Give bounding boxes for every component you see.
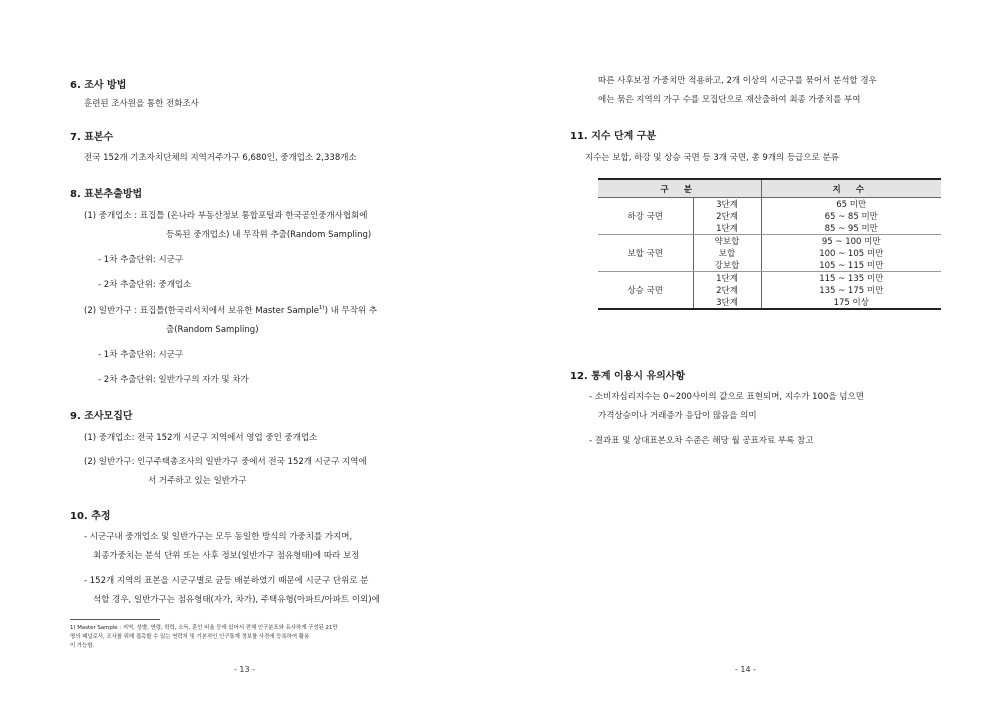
phase-cell: 보합 국면	[598, 235, 693, 272]
stage-cell: 강보합	[693, 259, 761, 272]
range-cell: 115 ~ 135 미만	[761, 272, 941, 285]
section-8-item1-line2: 등록된 중개업소) 내 무작위 추출(Random Sampling)	[166, 230, 372, 240]
section-8-item2-line1	[84, 304, 377, 316]
section-10-bullet2-line1: - 152개 지역의 표본을 시군구별로 균등 배분하였기 때문에 시군구 단위로 분	[84, 576, 369, 586]
range-cell: 135 ~ 175 미만	[761, 284, 941, 296]
section-11-body: 지수는 보합, 하강 및 상승 국면 등 3개 국면, 총 9개의 등급으로 분류	[585, 153, 839, 163]
section-8-item1-sub2: - 2차 추출단위: 중개업소	[98, 280, 192, 290]
section-10-bullet1-line2: 최종가중치는 분석 단위 또는 사후 정보(일반가구 점유형태)에 따라 보정	[93, 551, 360, 561]
section-8-item2-sub2: - 2차 추출단위: 일반가구의 자가 및 차가	[98, 375, 249, 385]
stage-cell: 약보합	[693, 235, 761, 248]
section-8-item2-text: (2) 일반가구 : 표집틀(한국리서치에서 보유한 Master Sample	[84, 306, 319, 316]
footnote-line2: 명의 패널로서, 조사를 위해 접촉할 수 있는 연락처 및 기본적인 인구통계 정보를 사전에 등록하여 활용	[70, 634, 310, 640]
section-10-bullet2-line2: 석할 경우, 일반가구는 점유형태(자가, 차가), 주택유형(아파트/아파트 이외)에	[93, 595, 380, 605]
range-cell: 100 ~ 105 미만	[761, 247, 941, 259]
section-11-title: 11. 지수 단계 구분	[570, 131, 657, 142]
footnote-line1: 1) Master Sample : 지역, 성별, 연령, 학력, 소득, 혼인 비율 등에 있어서 전체 인구분포와 유사하게 구성된 21만	[70, 625, 338, 631]
table-header-index: 지 수	[761, 179, 941, 198]
section-8-title: 8. 표본추출방법	[70, 189, 143, 200]
footnote-line3: 이 가능함.	[70, 643, 95, 649]
section-9-item1: (1) 중개업소: 전국 152개 시군구 지역에서 영업 중인 중개업소	[84, 433, 318, 443]
section-9-item2-line2: 서 거주하고 있는 일반가구	[148, 476, 247, 486]
section-6-body: 훈련된 조사원을 통한 전화조사	[84, 99, 199, 109]
stage-cell: 보합	[693, 247, 761, 259]
stage-cell: 3단계	[693, 198, 761, 211]
section-12-title: 12. 통계 이용시 유의사항	[570, 371, 686, 382]
page-number-left: - 13 -	[234, 665, 256, 674]
range-cell: 65 ~ 85 미만	[761, 210, 941, 222]
stage-cell: 2단계	[693, 210, 761, 222]
continued-line1: 따른 사후보정 가중치만 적용하고, 2개 이상의 시군구를 묶어서 분석할 경우	[598, 76, 877, 86]
footnote-ref: 1)	[318, 305, 325, 312]
table-row	[598, 272, 941, 285]
section-12-bullet1-line2: 가격상승이나 거래증가 응답이 많음을 의미	[598, 411, 757, 421]
table-header-category: 구 분	[598, 179, 761, 198]
index-stage-table	[598, 178, 941, 310]
section-12-bullet1-line1: - 소비자심리지수는 0~200사이의 값으로 표현되며, 지수가 100을 넘으면	[589, 392, 864, 402]
section-8-item2-line2: 출(Random Sampling)	[166, 325, 259, 335]
range-cell: 95 ~ 100 미만	[761, 235, 941, 248]
page-14	[500, 0, 1000, 707]
stage-cell: 3단계	[693, 296, 761, 309]
page-number-right: - 14 -	[735, 665, 757, 674]
continued-line2: 에는 묶은 지역의 가구 수를 모집단으로 재산출하여 최종 가중치를 부여	[598, 95, 861, 105]
stage-cell: 1단계	[693, 272, 761, 285]
section-8-item2-sub1: - 1차 추출단위: 시군구	[98, 350, 184, 360]
footnote-divider	[70, 619, 160, 620]
range-cell: 175 이상	[761, 296, 941, 309]
section-9-item2-line1: (2) 일반가구: 인구주택총조사의 일반가구 중에서 전국 152개 시군구 지역에	[84, 457, 367, 467]
range-cell: 85 ~ 95 미만	[761, 222, 941, 235]
section-6-title: 6. 조사 방법	[70, 80, 127, 91]
section-12-bullet2: - 결과표 및 상대표본오차 수준은 해당 월 공표자료 부록 참고	[589, 436, 814, 446]
table-row	[598, 198, 941, 211]
section-10-bullet1-line1: - 시군구내 중개업소 및 일반가구는 모두 동일한 방식의 가중치를 가지며,	[84, 532, 353, 542]
stage-cell: 2단계	[693, 284, 761, 296]
section-8-item1-sub1: - 1차 추출단위: 시군구	[98, 255, 184, 265]
section-8-item2-text-end: ) 내 무작위 추	[324, 306, 378, 316]
table-row	[598, 235, 941, 248]
phase-cell: 하강 국면	[598, 198, 693, 235]
range-cell: 105 ~ 115 미만	[761, 259, 941, 272]
range-cell: 65 미만	[761, 198, 941, 211]
section-7-title: 7. 표본수	[70, 132, 114, 143]
section-7-body: 전국 152개 기초자치단체의 지역거주가구 6,680인, 중개업소 2,338개소	[84, 153, 357, 163]
section-10-title: 10. 추정	[70, 511, 111, 522]
stage-cell: 1단계	[693, 222, 761, 235]
section-8-item1-line1: (1) 중개업소 : 표집틀 (온나라 부동산정보 통합포털과 한국공인중개사협회에	[84, 211, 368, 221]
phase-cell: 상승 국면	[598, 272, 693, 310]
section-9-title: 9. 조사모집단	[70, 411, 133, 422]
